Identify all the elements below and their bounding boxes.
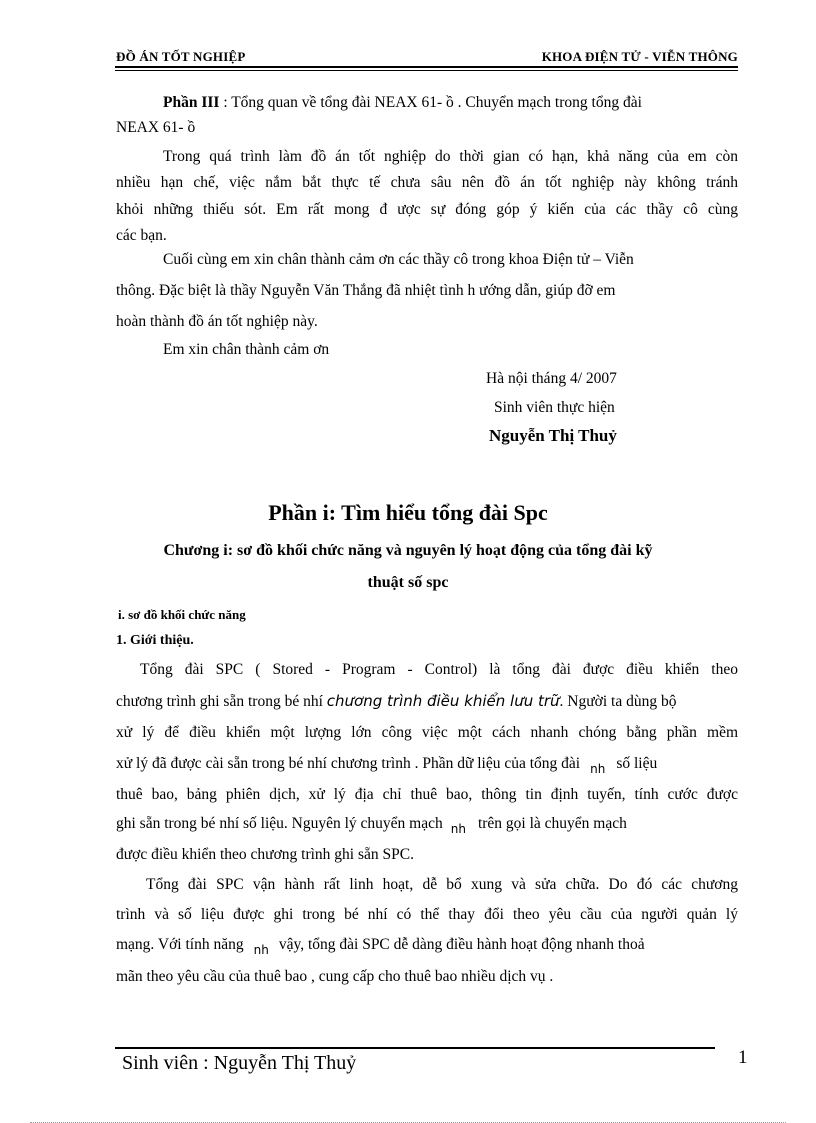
body2-line1: Tổng đài SPC vận hành rất linh hoạt, dễ bổ xung và sửa chữa. Do đó các chương <box>146 876 738 893</box>
body2-line4: mãn theo yêu cầu của thuê bao , cung cấp cho thuê bao nhiều dịch vụ . <box>116 968 554 985</box>
body1-line2 <box>116 692 738 711</box>
para2-line1: Cuối cùng em xin chân thành cảm ơn các thầy cô trong khoa Điện tử – Viễn <box>163 251 634 268</box>
header-rule <box>115 66 738 71</box>
part1-title: Phần i: Tìm hiểu tổng đài Spc <box>268 500 548 525</box>
body1-text: trên gọi là chuyển mạch <box>477 815 627 832</box>
author-name: Nguyễn Thị Thuỷ <box>489 426 617 445</box>
page-number: 1 <box>738 1047 748 1068</box>
body2-line3 <box>116 936 645 957</box>
chapter-title-line1: Chương i: sơ đồ khối chức năng và nguyên lý hoạt động của tổng đài kỹ <box>163 542 653 559</box>
header-right: KHOA ĐIỆN TỬ - VIỄN THÔNG <box>541 49 738 64</box>
chapter-title-line2: thuật số spc <box>367 574 449 591</box>
para2-line2: thông. Đặc biệt là thầy Nguyễn Văn Thắng đã nhiệt tình h ướng dẫn, giúp đỡ em <box>116 282 616 299</box>
author-role: Sinh viên thực hiện <box>494 399 615 416</box>
section-heading: i. sơ đồ khối chức năng <box>118 607 246 622</box>
body1-line1: Tổng đài SPC ( Stored - Program - Control) là tổng đài được điều khiển theo <box>140 661 738 678</box>
place-date: Hà nội tháng 4/ 2007 <box>486 370 617 387</box>
inline-fragment: nh <box>590 762 606 776</box>
body2-text: mạng. Với tính năng <box>116 936 244 953</box>
body1-line4 <box>116 755 658 776</box>
body1-text: . Người ta dùng bộ <box>559 693 677 710</box>
para2-line3: hoàn thành đồ án tốt nghiệp này. <box>116 313 318 330</box>
para1-line1: Trong quá trình làm đồ án tốt nghiệp do thời gian có hạn, khả năng của em còn <box>163 148 738 165</box>
inline-fragment: nh <box>253 943 269 957</box>
para1-line4: các bạn. <box>116 227 167 244</box>
footer-rule <box>115 1047 715 1049</box>
para1-line3: khỏi những thiếu sót. Em rất mong đ ược sự đóng góp ý kiến của các thầy cô cùng <box>116 201 738 218</box>
body1-text: số liệu <box>616 755 658 772</box>
thanks-line: Em xin chân thành cảm ơn <box>163 341 330 358</box>
part3-label: Phần III <box>163 94 220 111</box>
body1-line6 <box>116 815 627 836</box>
emphasis-text: chương trình điều khiển lưu trữ <box>326 692 560 710</box>
para1-line2: nhiều hạn chế, việc nắm bắt thực tế chưa sâu nên đồ án tốt nghiệp này không tránh <box>116 174 738 191</box>
inline-fragment: nh <box>450 822 466 836</box>
subsection-heading: 1. Giới thiệu. <box>116 633 194 648</box>
body1-text: chương trình ghi sẵn trong bé nhí <box>116 693 327 710</box>
body1-line5: thuê bao, bảng phiên dịch, xử lý địa chỉ thuê bao, thông tin định tuyến, tính cước được <box>116 786 738 803</box>
part3-text-cont: NEAX 61- ồ <box>116 119 196 136</box>
header-left: ĐỒ ÁN TỐT NGHIỆP <box>116 49 246 64</box>
body1-line3: xử lý để điều khiển một lượng lớn công việc một cách nhanh chóng bằng phần mềm <box>116 724 738 741</box>
part3-line <box>163 94 642 112</box>
body2-line2: trình và số liệu được ghi trong bé nhí có thể thay đổi theo yêu cầu của người quản lý <box>116 906 738 923</box>
footer-student: Sinh viên : Nguyễn Thị Thuỷ <box>122 1052 357 1074</box>
body1-text: ghi sẵn trong bé nhí số liệu. Nguyên lý chuyển mạch <box>116 815 443 832</box>
body1-line7: được điều khiển theo chương trình ghi sẵn SPC. <box>116 846 414 863</box>
body1-text: xử lý đã được cài sẵn trong bé nhí chương trình . Phần dữ liệu của tổng đài <box>116 755 581 772</box>
part3-text: : Tổng quan về tổng đài NEAX 61- ồ . Chuyển mạch trong tổng đài <box>219 94 642 111</box>
body2-text: vậy, tổng đài SPC dễ dàng điều hành hoạt động nhanh thoả <box>278 936 645 953</box>
